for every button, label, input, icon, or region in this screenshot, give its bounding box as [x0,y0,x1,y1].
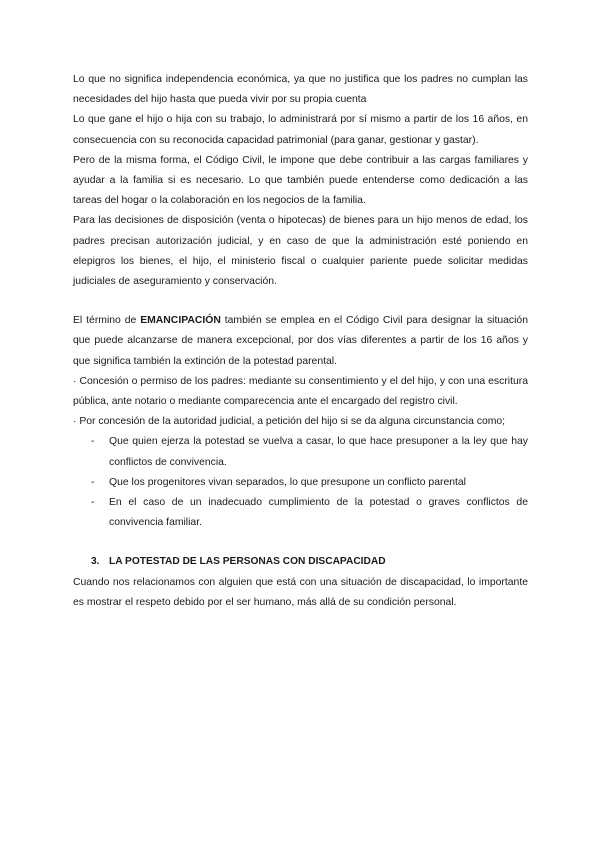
emancipation-term: EMANCIPACIÓN [140,315,221,327]
dash-marker: - [91,497,95,509]
section-heading [73,552,528,572]
emancipation-intro: El término de [73,315,141,327]
dash-marker: - [91,476,95,488]
emancipation-way-judicial: · Por concesión de la autoridad judicial, a petición del hijo si se da alguna circunstancia como; [73,416,506,428]
paragraph-economic-independence: Lo que no significa independencia económica, ya que no justifica que los padres no cumplan las necesidades del hijo hasta que pueda vivir por su propia cuenta [73,74,528,106]
emancipation-definition: también se emplea en el Código Civil para designar la situación que puede alcanzarse de manera excepcional, por dos vías diferentes a partir de los 16 años y que significa también la extinción de la potestad parental. [73,315,528,367]
section-gap [73,533,528,552]
list-item-text: Que quien ejerza la potestad se vuelva a casar, lo que hace presuponer a la ley que hay conflictos de convivencia. [109,436,528,468]
paragraph-gap [73,292,528,311]
list-item-text: En el caso de un inadecuado cumplimiento de la potestad o graves conflictos de convivencia familiar. [109,497,528,529]
emancipation-way-parents: · Concesión o permiso de los padres: mediante su consentimiento y el del hijo, y con una escritura pública, ante notario o mediante comparecencia ante el encargado del registro civil. [73,375,528,408]
paragraph-judicial-authorization: Para las decisiones de disposición (venta o hipotecas) de bienes para un hijo menos de edad, los padres precisan autorización judicial, y en caso de que la administración esté poniendo en elepigros los bienes, el hijo, el ministerio fiscal o cualquier pariente puede solicitar medidas judiciales de aseguramiento y conservación. [73,215,528,288]
paragraph-emancipation [73,311,528,372]
paragraph-disability-respect: Cuando nos relacionamos con alguien que está con una situación de discapacidad, lo importante es mostrar el respeto debido por el ser humano, más allá de su condición personal. [73,576,528,608]
list-item [73,493,528,533]
list-item [73,473,528,493]
document-body [73,70,528,613]
paragraph-child-earnings: Lo que gane el hijo o hija con su trabajo, lo administrará por sí mismo a partir de los 16 años, en consecuencia con su reconocida capacidad patrimonial (para ganar, gestionar y gastar). [73,114,528,146]
dash-marker: - [91,436,95,448]
paragraph-family-contribution: Pero de la misma forma, el Código Civil, le impone que debe contribuir a las cargas familiares y ayudar a la familia si es necesario. Lo que también puede entenderse como dedicación a las tareas del hogar o la colaboración en los negocios de la familia. [73,154,528,207]
list-item [73,432,528,472]
section-number: 3. [91,556,100,568]
list-item-text: Que los progenitores vivan separados, lo que presupone un conflicto parental [109,476,466,488]
section-title: LA POTESTAD DE LAS PERSONAS CON DISCAPACIDAD [109,556,386,568]
circumstances-list [73,432,528,533]
